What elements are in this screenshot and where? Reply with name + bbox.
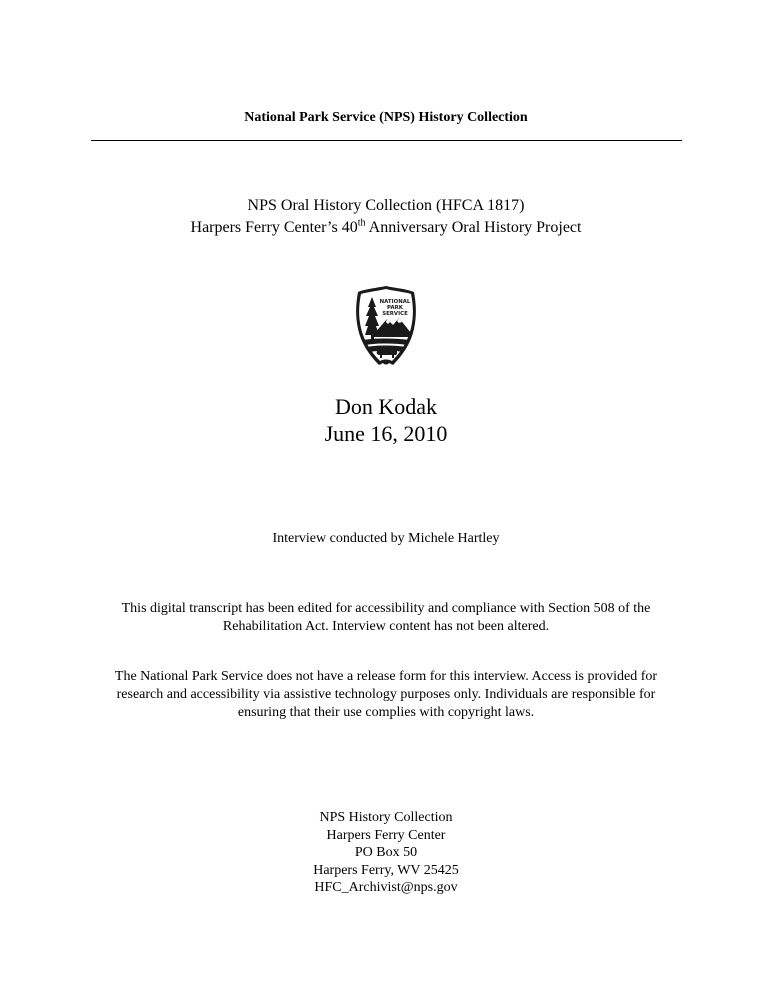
header-divider	[91, 140, 682, 141]
accessibility-notice-line: This digital transcript has been edited for accessibility and compliance with Section 508 of the	[121, 601, 651, 616]
accessibility-notice-line: Rehabilitation Act. Interview content has not been altered.	[222, 619, 550, 634]
address-city-state-zip: Harpers Ferry, WV 25425	[313, 862, 459, 878]
interviewer-credit: Interview conducted by Michele Hartley	[272, 531, 500, 546]
accessibility-notice	[80, 600, 692, 636]
address-organization: NPS History Collection	[319, 810, 453, 825]
oral-history-collection-title: NPS Oral History Collection (HFCA 1817)	[247, 197, 525, 214]
logo-text-national: NATIONAL	[379, 299, 411, 305]
logo-text-park: PARK	[387, 305, 403, 311]
interviewee-info	[0, 393, 772, 447]
interview-date: June 16, 2010	[324, 421, 448, 446]
release-notice-line: ensuring that their use complies with copyright laws.	[237, 705, 535, 720]
project-title-ordinal: th	[357, 217, 366, 229]
interviewee-name: Don Kodak	[334, 394, 438, 419]
address-email: HFC_Archivist@nps.gov	[314, 880, 458, 895]
project-title	[0, 217, 772, 239]
address-center: Harpers Ferry Center	[326, 827, 446, 843]
contact-address	[0, 809, 772, 897]
logo-text-service: SERVICE	[382, 311, 408, 317]
release-notice-line: research and accessibility via assistive technology purposes only. Individuals are responsible for	[116, 687, 656, 702]
project-title-start: Harpers Ferry Center’s 40	[190, 219, 358, 236]
release-notice-line: The National Park Service does not have a release form for this interview. Access is provided for	[114, 669, 658, 684]
project-title-end: Anniversary Oral History Project	[365, 219, 582, 236]
nps-arrowhead-logo	[355, 285, 417, 367]
collection-info	[0, 195, 772, 239]
collection-header-title: National Park Service (NPS) History Collection	[244, 110, 528, 125]
release-notice	[80, 668, 692, 722]
address-po-box: PO Box 50	[354, 845, 418, 860]
